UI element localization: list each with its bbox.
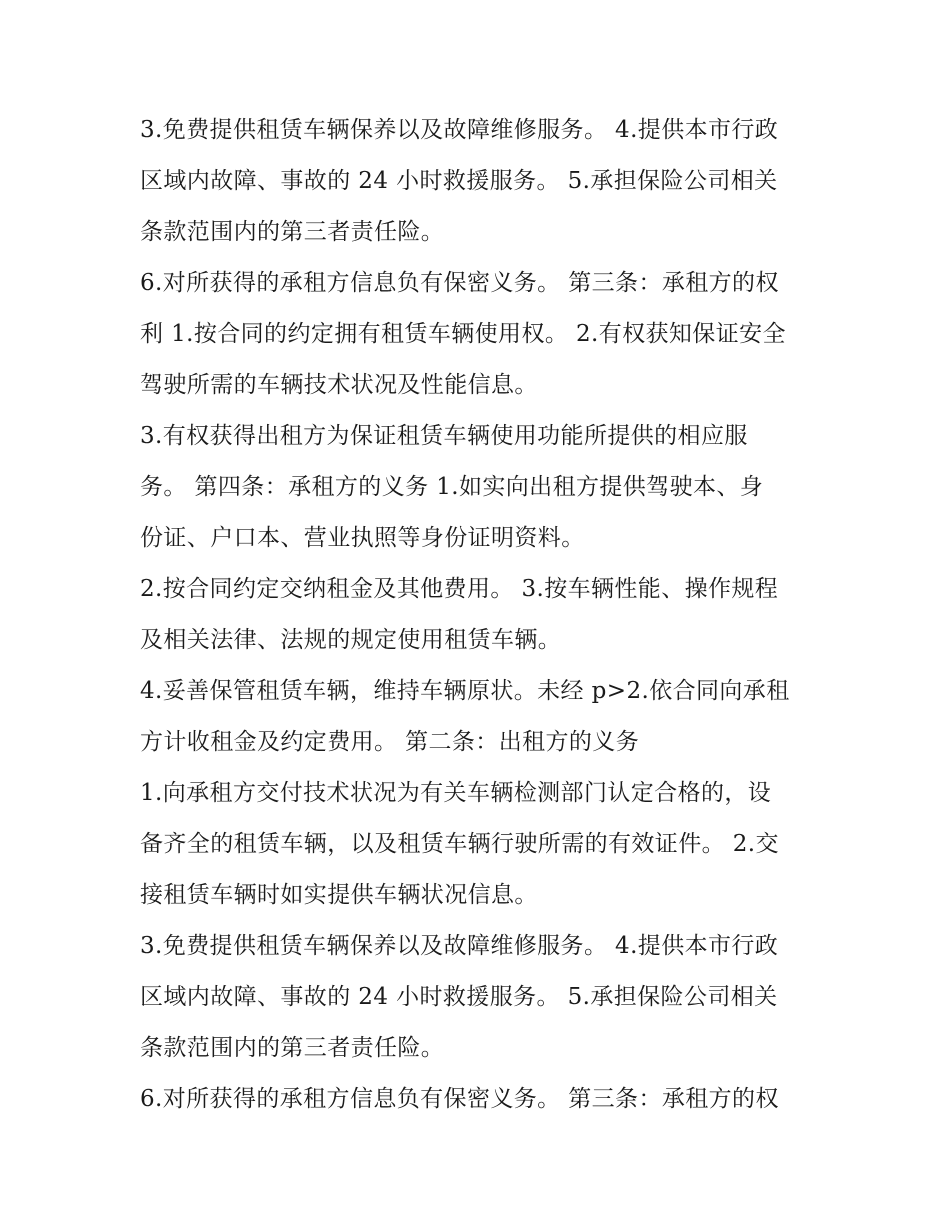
text-line: 2.按合同约定交纳租金及其他费用。 3.按车辆性能、操作规程 — [140, 576, 779, 602]
text-line: 方计收租金及约定费用。 第二条：出租方的义务 — [140, 729, 640, 755]
text-line: 接租赁车辆时如实提供车辆状况信息。 — [140, 882, 538, 908]
text-line: 条款范围内的第三者责任险。 — [140, 219, 445, 245]
text-line: 备齐全的租赁车辆，以及租赁车辆行驶所需的有效证件。 2.交 — [140, 831, 779, 857]
text-line: 3.免费提供租赁车辆保养以及故障维修服务。 4.提供本市行政 — [140, 117, 779, 143]
text-line: 6.对所获得的承租方信息负有保密义务。 第三条：承租方的权 — [140, 1086, 779, 1112]
text-line: 利 1.按合同的约定拥有租赁车辆使用权。 2.有权获知保证安全 — [140, 321, 786, 347]
text-line: 1.向承租方交付技术状况为有关车辆检测部门认定合格的，设 — [140, 780, 772, 806]
text-line: 区域内故障、事故的 24 小时救援服务。 5.承担保险公司相关 — [140, 984, 778, 1010]
text-line: 区域内故障、事故的 24 小时救援服务。 5.承担保险公司相关 — [140, 168, 778, 194]
text-line: 及相关法律、法规的规定使用租赁车辆。 — [140, 627, 562, 653]
text-line: 6.对所获得的承租方信息负有保密义务。 第三条：承租方的权 — [140, 270, 779, 296]
text-line: 4.妥善保管租赁车辆，维持车辆原状。未经 p>2.依合同向承租 — [140, 678, 790, 704]
text-line: 驾驶所需的车辆技术状况及性能信息。 — [140, 372, 538, 398]
text-line: 条款范围内的第三者责任险。 — [140, 1035, 445, 1061]
text-line: 3.免费提供租赁车辆保养以及故障维修服务。 4.提供本市行政 — [140, 933, 779, 959]
text-line: 务。 第四条：承租方的义务 1.如实向出租方提供驾驶本、身 — [140, 474, 764, 500]
text-line: 份证、户口本、营业执照等身份证明资料。 — [140, 525, 585, 551]
document-body — [140, 105, 820, 1125]
text-line: 3.有权获得出租方为保证租赁车辆使用功能所提供的相应服 — [140, 423, 748, 449]
